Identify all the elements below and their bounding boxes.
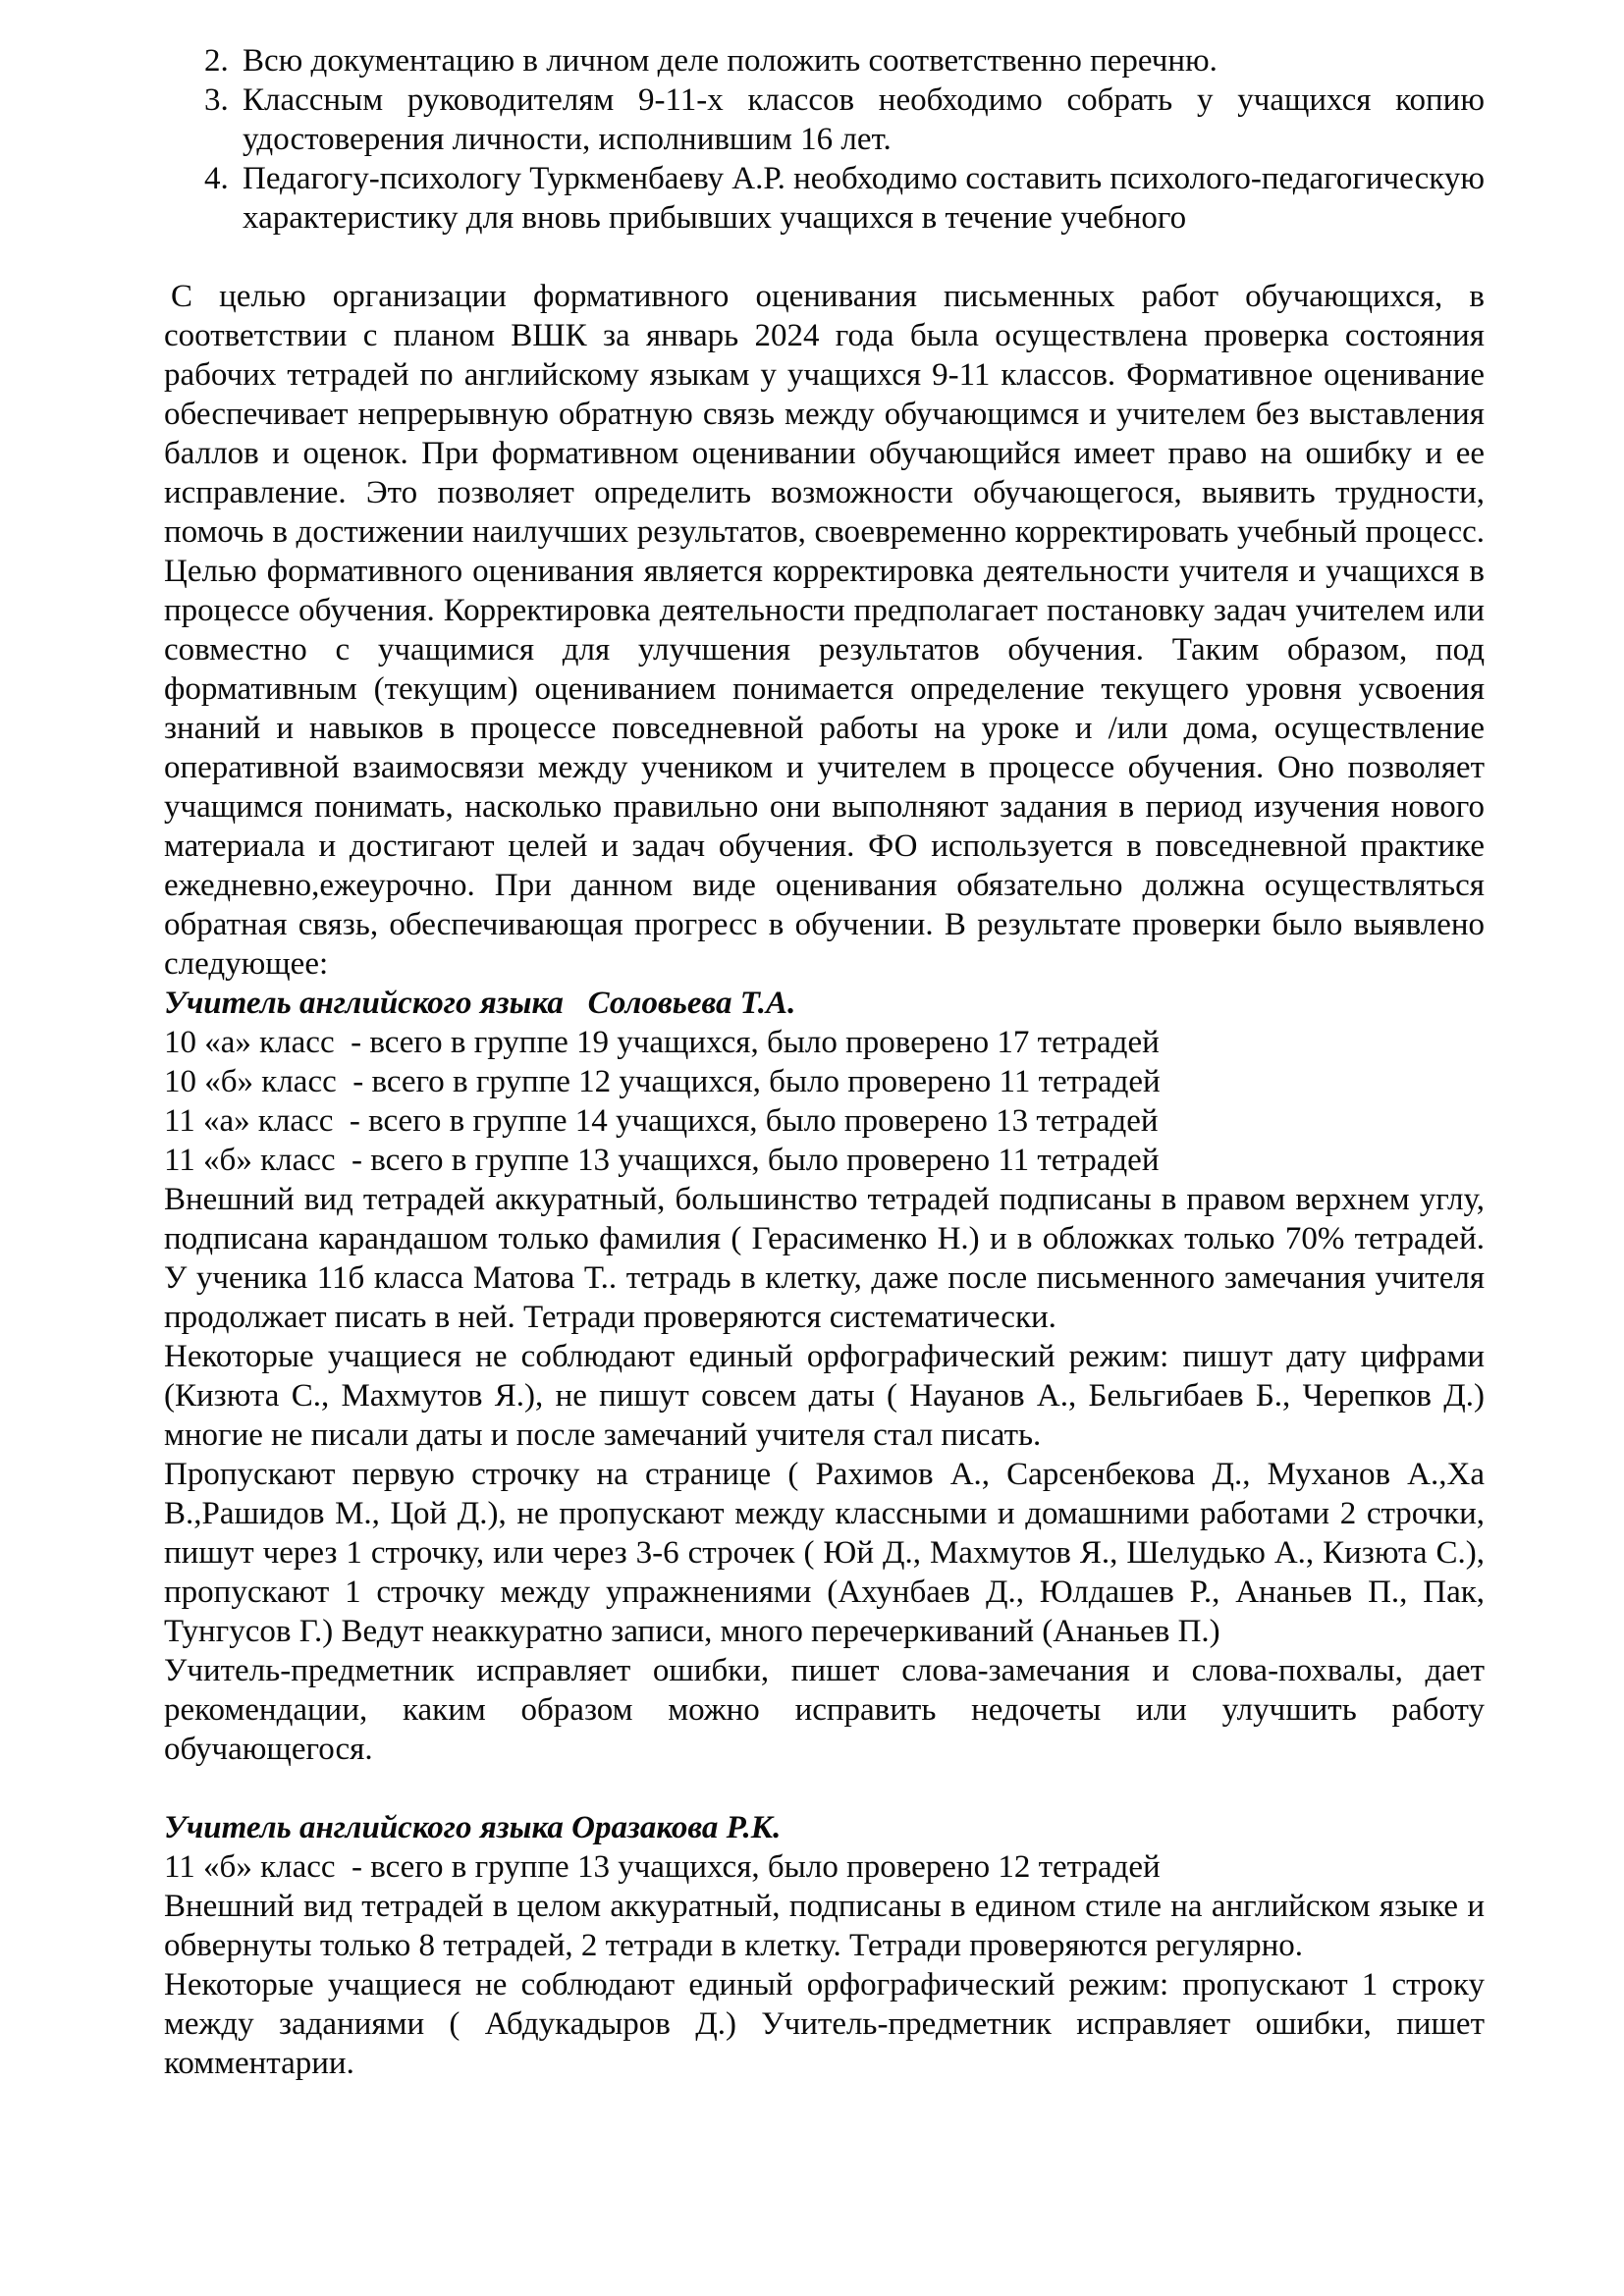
numbered-list — [164, 41, 1485, 238]
class-summary-line: 10 «б» класс - всего в группе 12 учащихся, было проверено 11 тетрадей — [164, 1064, 1161, 1099]
list-item — [164, 159, 1485, 238]
report-paragraph: Учитель-предметник исправляет ошибки, пишет слова-замечания и слова-похвалы, дает рекомендации, каким образом можно исправить недочеты или улучшить работу обучающегося. — [164, 1653, 1485, 1767]
list-item-number: 3. — [204, 82, 229, 118]
report-paragraph: Пропускают первую строчку на странице ( Рахимов А., Сарсенбекова Д., Муханов А.,Ха В.,Рашидов М., Цой Д.), не пропускают между классными и домашними работами 2 строчки, пишут через 1 строчку, или через 3-6 строчек ( Юй Д., Махмутов Я., Шелудько А., Кизюта С.), пропускают 1 строчку между упражнениями (Ахунбаев Д., Юлдашев Р., Ананьев П., Пак, Тунгусов Г.) Ведут неаккуратно записи, много перечеркиваний (Ананьев П.) — [164, 1457, 1485, 1649]
report-paragraph: Некоторые учащиеся не соблюдают единый орфографический режим: пишут дату цифрами (Кизюта С., Махмутов Я.), не пишут совсем даты ( Науанов А., Бельгибаев Б., Черепков Д.) многие не писали даты и после замечаний учителя стал писать. — [164, 1339, 1485, 1453]
list-item-text: Педагогу-психологу Туркменбаеву А.Р. необходимо составить психолого-педагогическую характеристику для вновь прибывших учащихся в течение учебного — [243, 161, 1485, 236]
class-summary-line: 11 «а» класс - всего в группе 14 учащихся, было проверено 13 тетрадей — [164, 1103, 1159, 1139]
report-paragraph: Внешний вид тетрадей в целом аккуратный, подписаны в едином стиле на английском языке и обвернуты только 8 тетрадей, 2 тетради в клетку. Тетради проверяются регулярно. — [164, 1889, 1485, 1963]
list-item — [164, 41, 1485, 80]
class-summary-line: 10 «а» класс - всего в группе 19 учащихся, было проверено 17 тетрадей — [164, 1025, 1160, 1060]
teacher-heading-orazakova: Учитель английского языка Оразакова Р.К. — [164, 1810, 782, 1845]
intro-paragraph: С целью организации формативного оценивания письменных работ обучающихся, в соответствии с планом ВШК за январь 2024 года была осуществлена проверка состояния рабочих тетрадей по английскому языкам у учащихся 9-11 классов. Формативное оценивание обеспечивает непрерывную обратную связь между обучающимся и учителем без выставления баллов и оценок. При формативном оценивании обучающийся имеет право на ошибку и ее исправление. Это позволяет определить возможности обучающегося, выявить трудности, помочь в достижении наилучших результатов, своевременно корректировать учебный процесс. Целью формативного оценивания является корректировка деятельности учителя и учащихся в процессе обучения. Корректировка деятельности предполагает постановку задач учителем или совместно с учащимися для улучшения результатов обучения. Таким образом, под формативным (текущим) оцениванием понимается определение текущего уровня усвоения знаний и навыков в процессе повседневной работы на уроке и /или дома, осуществление оперативной взаимосвязи между учеником и учителем в процессе обучения. Оно позволяет учащимся понимать, насколько правильно они выполняют задания в период изучения нового материала и достигают целей и задач обучения. ФО используется в повседневной практике ежедневно,ежеурочно. При данном виде оценивания обязательно должна осуществляться обратная связь, обеспечивающая прогресс в обучении. В результате проверки было выявлено следующее: — [164, 279, 1485, 982]
list-item — [164, 80, 1485, 159]
list-item-number: 2. — [204, 43, 229, 79]
report-paragraph: Внешний вид тетрадей аккуратный, большинство тетрадей подписаны в правом верхнем углу, подписана карандашом только фамилия ( Герасименко Н.) и в обложках только 70% тетрадей. У ученика 11б класса Матова Т.. тетрадь в клетку, даже после письменного замечания учителя продолжает писать в ней. Тетради проверяются систематически. — [164, 1182, 1485, 1335]
list-item-number: 4. — [204, 161, 229, 196]
teacher-heading-solovyeva: Учитель английского языка Соловьева Т.А. — [164, 986, 796, 1021]
class-summary-line: 11 «б» класс - всего в группе 13 учащихся, было проверено 11 тетрадей — [164, 1143, 1160, 1178]
list-item-text: Классным руководителям 9-11-х классов необходимо собрать у учащихся копию удостоверения личности, исполнившим 16 лет. — [243, 82, 1485, 157]
class-summary-line: 11 «б» класс - всего в группе 13 учащихся, было проверено 12 тетрадей — [164, 1849, 1161, 1885]
list-item-text: Всю документацию в личном деле положить соответственно перечню. — [243, 43, 1218, 79]
report-paragraph: Некоторые учащиеся не соблюдают единый орфографический режим: пропускают 1 строку между заданиями ( Абдукадыров Д.) Учитель-предметник исправляет ошибки, пишет комментарии. — [164, 1967, 1485, 2081]
